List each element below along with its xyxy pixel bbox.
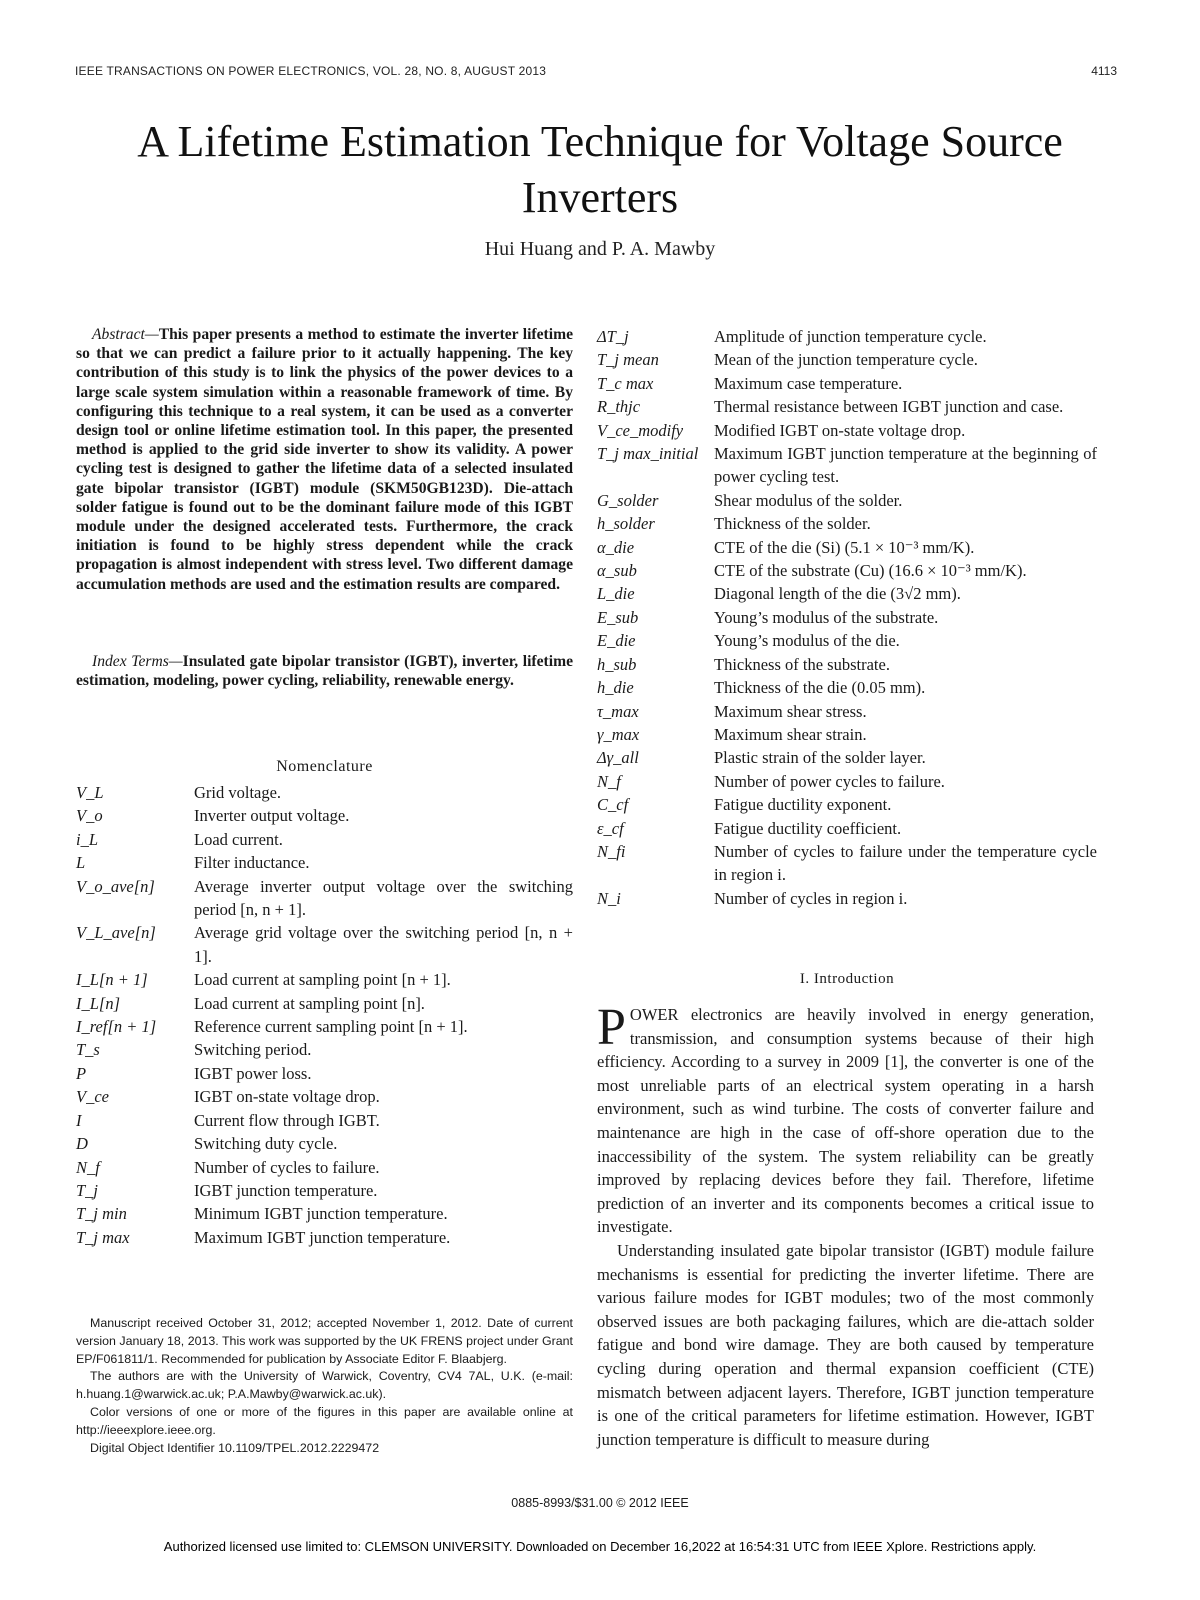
nomenclature-row [597,653,1097,676]
nomenclature-definition: Average inverter output voltage over the switching period [n, n + 1]. [194,876,573,920]
intro-paragraph-1: OWER electronics are heavily involved in energy generation, transmission, and consumption systems because of their high efficiency. According to a survey in 2009 [1], the converter is one of the most unreliable parts of an electrical system operating in a harsh environment, such as wind turbine. The costs of converter failure and maintenance are high in the case of off-shore operation due to the inaccessibility of the system. The system reliability can be greatly improved by replacing devices before they fail. Therefore, lifetime prediction of an inverter and its components becomes a critical issue to investigate. [597,1005,1094,1237]
nomenclature-definition: IGBT junction temperature. [194,1180,378,1200]
introduction-body [597,999,1094,1451]
nomenclature-row [597,606,1097,629]
nomenclature-symbol: T_j max_initial [597,444,699,464]
nomenclature-row [597,559,1097,582]
nomenclature-row [76,1156,573,1179]
nomenclature-symbol: ε_cf [597,818,624,838]
nomenclature-symbol: I [76,1110,82,1130]
nomenclature-definition: Number of cycles to failure under the temperature cycle in region i. [714,841,1097,885]
nomenclature-symbol: α_sub [597,561,637,581]
nomenclature-row [597,582,1097,605]
footnote-manuscript: Manuscript received October 31, 2012; accepted November 1, 2012. Date of current version January 18, 2013. This work was supported by the UK FRENS project under Grant EP/F061811/1. Recommended for publication by Associate Editor F. Blaabjerg. [76,1316,573,1366]
nomenclature-symbol: V_o [76,806,103,826]
nomenclature-row [597,395,1097,418]
abstract: Abstract—This paper presents a method to estimate the inverter lifetime so that we can predict a failure prior to it actually happening. The key contribution of this study is to link the physics of the power devices to a large scale system simulation within a reasonable framework of time. By configuring this technique to a real system, it can be used as a converter design tool or online lifetime estimation tool. In this paper, the presented method is applied to the grid side inverter to show its validity. A power cycling test is designed to gather the lifetime data of a selected insulated gate bipolar transistor (IGBT) module (SKM50GB123D). Die-attach solder fatigue is found out to be the dominant failure mode of this IGBT module under the designed accelerated tests. Furthermore, the crack initiation is found to be highly stress dependent while the crack propagation is almost independent with stress level. Two different damage accumulation methods are used and the estimation results are compared. [76,326,573,593]
nomenclature-definition: Grid voltage. [194,783,282,802]
footnote-color: Color versions of one or more of the figures in this paper are available online at http://ieeexplore.ieee.org. [76,1404,573,1437]
nomenclature-row [76,992,573,1015]
nomenclature-definition: Shear modulus of the solder. [714,490,903,510]
nomenclature-row [597,489,1097,512]
nomenclature-symbol: T_j max [76,1227,130,1247]
nomenclature-definition: Thickness of the substrate. [714,654,890,674]
nomenclature-row [76,1062,573,1085]
nomenclature-definition: Load current. [194,829,283,849]
footnote-affiliation: The authors are with the University of Warwick, Coventry, CV4 7AL, U.K. (e-mail: h.huang.1@warwick.ac.uk; P.A.Mawby@warwick.ac.uk). [76,1369,573,1402]
running-header: IEEE TRANSACTIONS ON POWER ELECTRONICS, VOL. 28, NO. 8, AUGUST 2013 [75,64,547,78]
nomenclature-definition: Young’s modulus of the die. [714,631,900,651]
footnote [76,1315,573,1457]
nomenclature-definition: Fatigue ductility coefficient. [714,818,902,838]
nomenclature-symbol: V_ce [76,1087,109,1107]
nomenclature-row [76,1226,573,1249]
nomenclature-symbol: L_die [597,584,635,604]
nomenclature-symbol: ΔT_j [597,327,629,346]
nomenclature-row [76,921,573,968]
nomenclature-symbol: h_solder [597,514,655,534]
nomenclature-symbol: L [76,853,86,873]
nomenclature-definition: Thickness of the die (0.05 mm). [714,678,926,698]
nomenclature-row [76,1038,573,1061]
nomenclature-definition: Fatigue ductility exponent. [714,795,892,815]
footnote-doi: Digital Object Identifier 10.1109/TPEL.2012.2229472 [90,1440,380,1455]
nomenclature-row [597,817,1097,840]
nomenclature-symbol: γ_max [597,724,640,744]
nomenclature-row [597,793,1097,816]
abstract-text: This paper presents a method to estimate the inverter lifetime so that we can predict a failure prior to it actually happening. The key contribution of this study is to link the physics of the power devices to a large scale system simulation within a reasonable framework of time. By configuring this technique to a real system, it can be used as a converter design tool or online lifetime estimation tool. In this paper, the presented method is applied to the grid side inverter to show its validity. A power cycling test is designed to gather the lifetime data of a selected insulated gate bipolar transistor (IGBT) module (SKM50GB123D). Die-attach solder fatigue is found out to be the dominant failure mode of this IGBT module under the designed accelerated tests. Furthermore, the crack initiation is found to be highly stress dependent while the crack propagation is almost independent with stress level. Two different damage accumulation methods are used and the estimation results are compared. [76,326,573,593]
nomenclature-row [597,442,1097,489]
nomenclature-symbol: h_die [597,678,634,698]
nomenclature-symbol: R_thjc [597,397,641,417]
drop-cap: P [597,999,626,1056]
nomenclature-symbol: T_j [76,1180,99,1200]
nomenclature-heading: Nomenclature [276,758,373,775]
nomenclature-definition: Minimum IGBT junction temperature. [194,1204,448,1224]
nomenclature-definition: Number of power cycles to failure. [714,771,945,791]
nomenclature-definition: Modified IGBT on-state voltage drop. [714,420,966,440]
nomenclature-list-left [76,781,573,1249]
nomenclature-row [76,968,573,991]
nomenclature-row [76,875,573,922]
nomenclature-symbol: N_fi [597,841,626,861]
nomenclature-symbol: α_die [597,537,635,557]
nomenclature-symbol: V_ce_modify [597,420,684,440]
nomenclature-row [597,536,1097,559]
nomenclature-definition: Diagonal length of the die (3√2 mm). [714,584,961,604]
nomenclature-row [76,1132,573,1155]
nomenclature-row [597,512,1097,535]
nomenclature-definition: CTE of the substrate (Cu) (16.6 × 10⁻³ mm/K). [714,561,1027,581]
nomenclature-definition: Thermal resistance between IGBT junction and case. [714,397,1064,417]
nomenclature-row [76,804,573,827]
nomenclature-symbol: V_o_ave[n] [76,876,155,896]
nomenclature-definition: Average grid voltage over the switching period [n, n + 1]. [194,923,573,966]
nomenclature-row [76,1085,573,1108]
nomenclature-definition: Maximum case temperature. [714,373,903,393]
nomenclature-symbol: I_L[n] [76,993,121,1013]
nomenclature-row [597,419,1097,442]
nomenclature-definition: Load current at sampling point [n]. [194,993,425,1013]
nomenclature-definition: Maximum shear stress. [714,701,867,721]
page-number: 4113 [1091,64,1117,78]
nomenclature-definition: Filter inductance. [194,853,310,873]
nomenclature-definition: Maximum shear strain. [714,724,867,744]
nomenclature-definition: Inverter output voltage. [194,806,350,826]
license-notice: Authorized licensed use limited to: CLEMSON UNIVERSITY. Downloaded on December 16,2022 at 16:54:31 UTC from IEEE Xplore. Restrictions apply. [163,1539,1037,1554]
nomenclature-symbol: h_sub [597,654,637,674]
nomenclature-symbol: P [76,1063,87,1083]
nomenclature-definition: Number of cycles to failure. [194,1157,380,1177]
nomenclature-row [597,746,1097,769]
nomenclature-symbol: N_f [76,1157,100,1177]
nomenclature-row [597,723,1097,746]
nomenclature-row [597,348,1097,371]
nomenclature-row [597,770,1097,793]
nomenclature-symbol: E_sub [597,607,639,627]
nomenclature-symbol: Δγ_all [597,748,639,768]
nomenclature-definition: Mean of the junction temperature cycle. [714,350,978,370]
nomenclature-row [76,1015,573,1038]
nomenclature-symbol: G_solder [597,490,659,510]
nomenclature-symbol: V_L [76,783,104,802]
copyright-line: 0885-8993/$31.00 © 2012 IEEE [511,1496,689,1510]
nomenclature-definition: IGBT power loss. [194,1063,312,1083]
nomenclature-list-right [597,325,1097,910]
index-terms: Index Terms—Insulated gate bipolar transistor (IGBT), inverter, lifetime estimation, modeling, power cycling, reliability, renewable energy. [76,653,573,690]
authors: Hui Huang and P. A. Mawby [484,238,716,260]
index-terms-text: Insulated gate bipolar transistor (IGBT), inverter, lifetime estimation, modeling, power cycling, reliability, renewable energy. [76,653,573,690]
intro-paragraph-2: Understanding insulated gate bipolar transistor (IGBT) module failure mechanisms is essential for predicting the inverter lifetime. There are various failure modes for IGBT modules; two of the most commonly observed issues are both packaging failures, which are die-attach solder fatigue and bond wire damage. They are both caused by temperature cycling during operation and thermal expansion coefficient (CTE) mismatch between adjacent layers. Therefore, IGBT junction temperature is one of the critical parameters for lifetime estimation. However, IGBT junction temperature is difficult to measure during [597,1240,1094,1449]
section-heading-introduction: I. Introduction [799,971,895,987]
nomenclature-definition: Switching duty cycle. [194,1134,338,1154]
nomenclature-definition: Current flow through IGBT. [194,1110,380,1130]
nomenclature-definition: Reference current sampling point [n + 1]. [194,1017,468,1037]
nomenclature-row [597,629,1097,652]
nomenclature-row [597,372,1097,395]
nomenclature-definition: Switching period. [194,1040,312,1060]
nomenclature-definition: Thickness of the solder. [714,514,871,534]
nomenclature-definition: CTE of the die (Si) (5.1 × 10⁻³ mm/K). [714,537,975,557]
nomenclature-symbol: D [76,1134,88,1154]
nomenclature-row [597,700,1097,723]
index-terms-label: Index Terms [92,653,169,670]
nomenclature-symbol: N_f [597,771,621,791]
nomenclature-row [76,1179,573,1202]
nomenclature-row [76,1109,573,1132]
nomenclature-symbol: I_ref[n + 1] [76,1017,157,1037]
nomenclature-symbol: T_c max [597,373,654,393]
nomenclature-definition: Plastic strain of the solder layer. [714,748,926,768]
nomenclature-row [597,676,1097,699]
nomenclature-row [76,828,573,851]
nomenclature-row [597,840,1097,887]
nomenclature-symbol: τ_max [597,701,639,721]
nomenclature-symbol: I_L[n + 1] [76,970,148,990]
nomenclature-symbol: i_L [76,829,99,849]
nomenclature-symbol: C_cf [597,795,629,815]
nomenclature-definition: Number of cycles in region i. [714,888,908,908]
nomenclature-row [76,1202,573,1225]
nomenclature-row [597,887,1097,910]
nomenclature-definition: Load current at sampling point [n + 1]. [194,970,451,990]
nomenclature-symbol: E_die [597,631,636,651]
nomenclature-symbol: N_i [597,888,621,908]
nomenclature-symbol: T_s [76,1040,100,1060]
nomenclature-symbol: V_L_ave[n] [76,923,156,943]
nomenclature-definition: Amplitude of junction temperature cycle. [714,327,987,346]
paper-title: A Lifetime Estimation Technique for Voltage Source Inverters [137,117,1063,222]
nomenclature-definition: Maximum IGBT junction temperature. [194,1227,451,1247]
nomenclature-definition: Young’s modulus of the substrate. [714,607,939,627]
nomenclature-definition: Maximum IGBT junction temperature at the beginning of power cycling test. [714,444,1097,487]
nomenclature-definition: IGBT on-state voltage drop. [194,1087,380,1107]
abstract-label: Abstract [92,326,145,343]
nomenclature-symbol: T_j min [76,1204,127,1224]
nomenclature-row [76,781,573,804]
nomenclature-row [76,851,573,874]
nomenclature-row [597,325,1097,348]
nomenclature-symbol: T_j mean [597,350,659,370]
